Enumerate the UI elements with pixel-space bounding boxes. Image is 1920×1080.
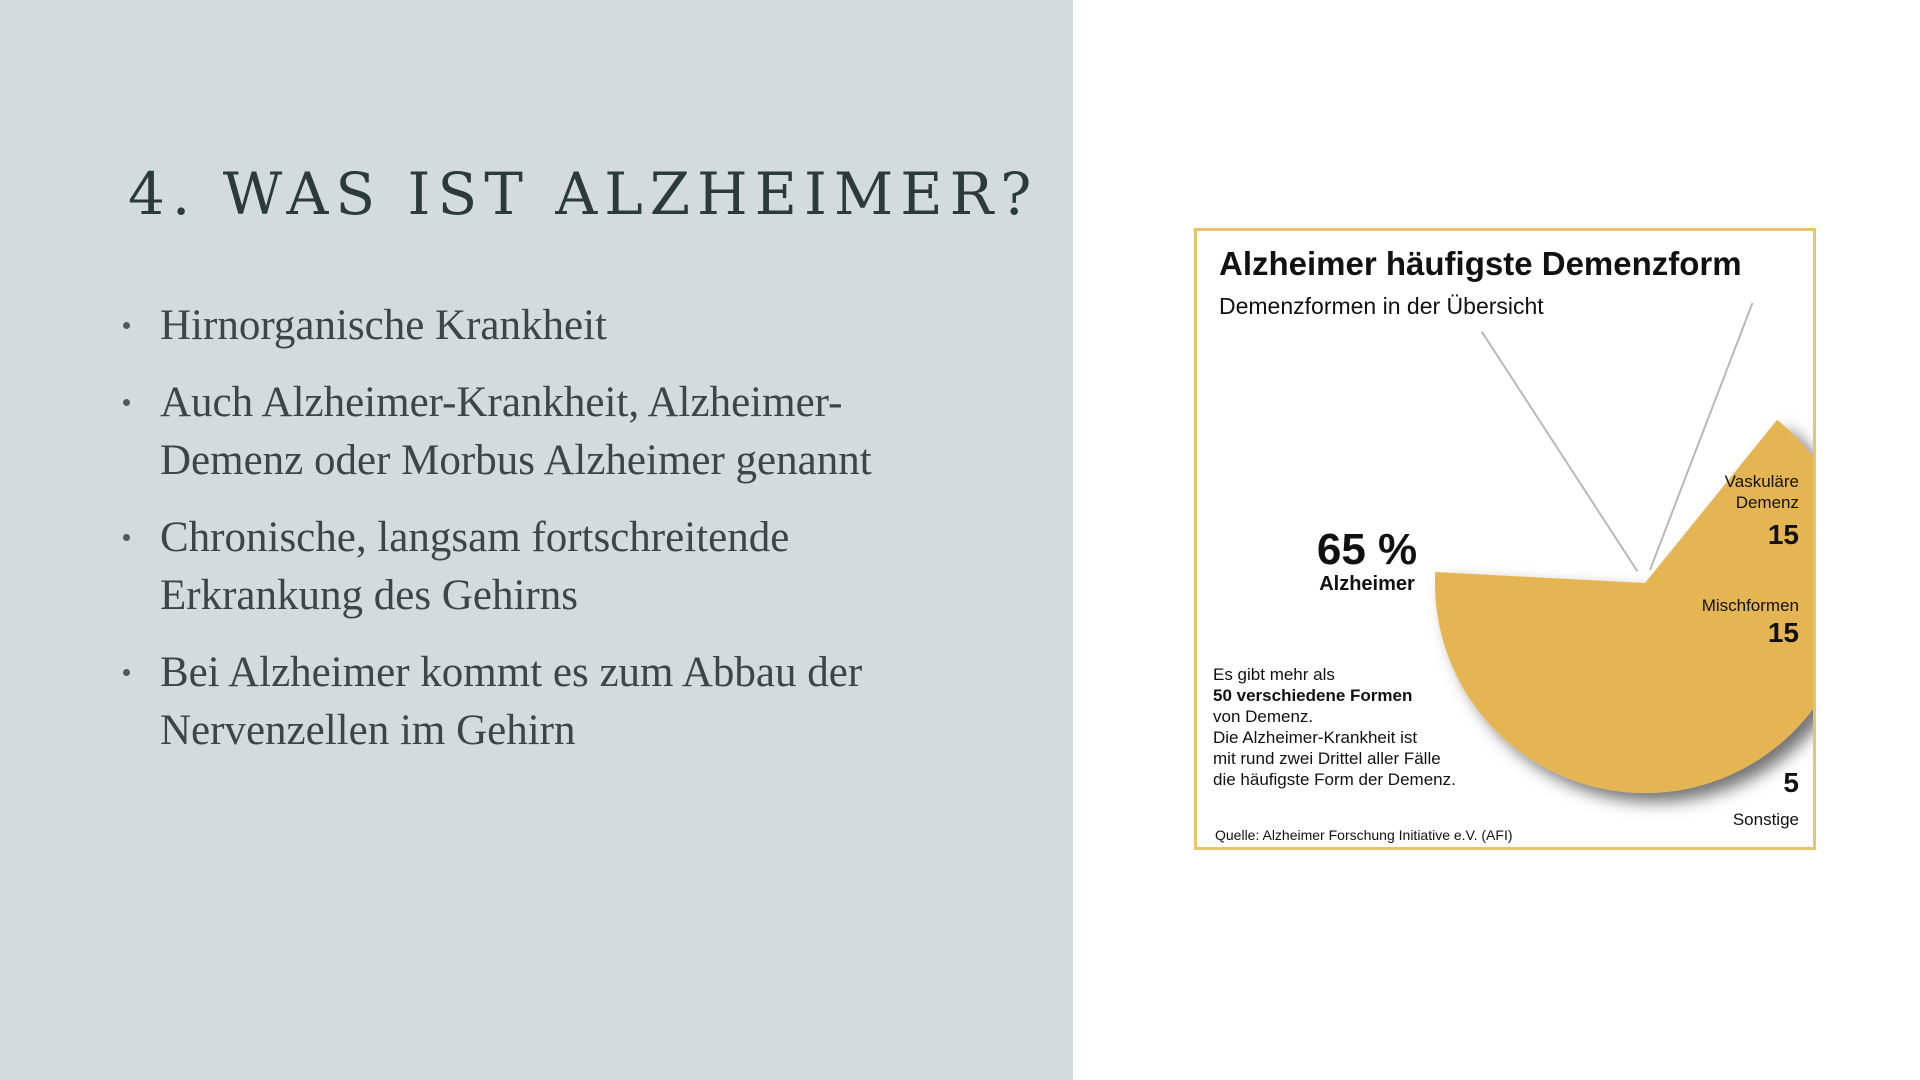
alzheimer-name-label: Alzheimer	[1319, 573, 1415, 595]
bullet-list	[118, 297, 978, 779]
note-line-bold: 50 verschiedene Formen	[1213, 686, 1413, 705]
bullet-item	[118, 509, 978, 625]
bullet-text: Auch Alzheimer-Krankheit, Alzheimer-Demenz oder Morbus Alzheimer genannt	[160, 379, 872, 484]
vaskulaer-label-line: Vaskuläre	[1724, 472, 1799, 491]
sonstige-label: Sonstige	[1732, 810, 1799, 829]
bullet-text: Hirnorganische Krankheit	[160, 302, 607, 349]
bullet-dot-icon	[123, 534, 130, 541]
chart-source: Quelle: Alzheimer Forschung Initiative e.V. (AFI)	[1215, 827, 1513, 843]
note-line: Die Alzheimer-Krankheit ist	[1213, 728, 1418, 747]
chart-title: Alzheimer häufigste Demenzform	[1219, 245, 1742, 282]
mischformen-label: Mischformen	[1701, 596, 1799, 615]
bullet-item	[118, 297, 978, 355]
vaskulaer-label-line: Demenz	[1735, 493, 1799, 512]
bullet-item	[118, 374, 978, 490]
note-line: von Demenz.	[1213, 707, 1314, 726]
bullet-text: Bei Alzheimer kommt es zum Abbau der Nervenzellen im Gehirn	[160, 649, 863, 754]
note-line: mit rund zwei Drittel aller Fälle	[1213, 749, 1441, 768]
vaskulaer-value: 15	[1767, 519, 1799, 550]
mischformen-value: 15	[1767, 617, 1799, 648]
vaskulaer-label	[1725, 471, 1799, 513]
chart-note	[1213, 664, 1513, 790]
alzheimer-percent-label: 65 %	[1316, 525, 1418, 574]
chart-subtitle: Demenzformen in der Übersicht	[1219, 293, 1544, 319]
bullet-dot-icon	[123, 669, 130, 676]
sonstige-value: 5	[1783, 767, 1799, 798]
slide-title: 4. WAS IST ALZHEIMER?	[128, 160, 1039, 228]
note-line: die häufigste Form der Demenz.	[1213, 770, 1456, 789]
bullet-text: Chronische, langsam fortschreitende Erkrankung des Gehirns	[160, 514, 790, 619]
bullet-dot-icon	[123, 322, 130, 329]
pie-separator-line	[1482, 331, 1638, 571]
bullet-item	[118, 644, 978, 760]
note-line: Es gibt mehr als	[1213, 665, 1335, 684]
bullet-dot-icon	[123, 399, 130, 406]
pie-chart-card	[1194, 228, 1816, 850]
